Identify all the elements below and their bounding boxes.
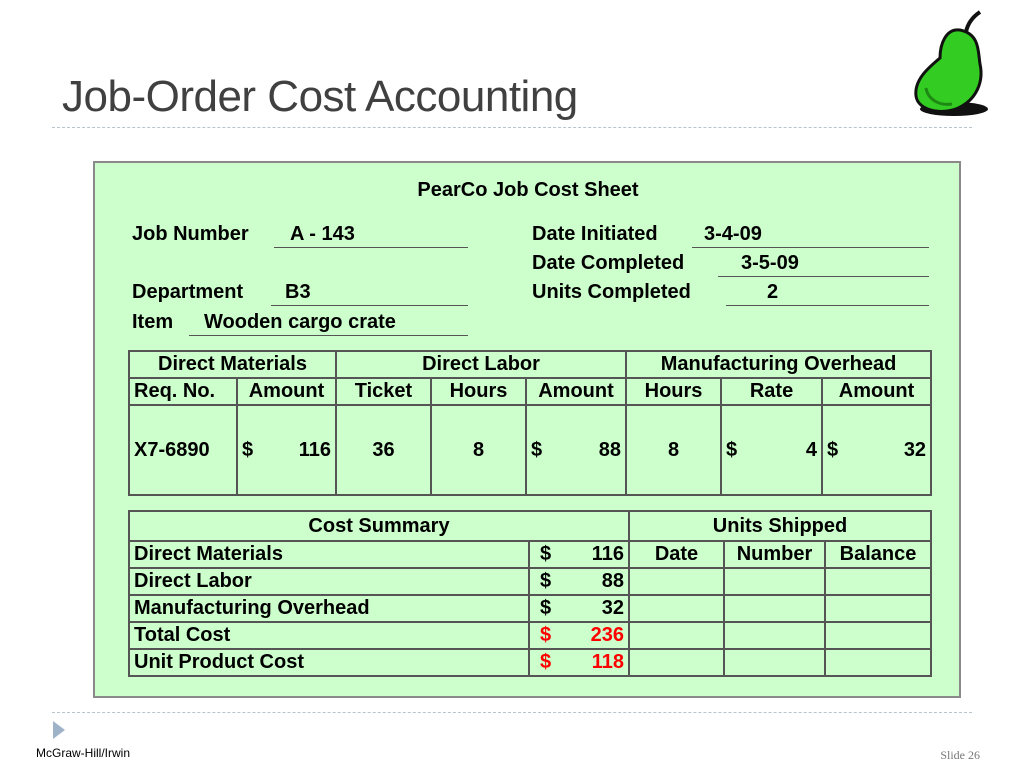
summary-label: Manufacturing Overhead bbox=[129, 595, 529, 622]
empty-cell bbox=[825, 622, 931, 649]
summary-value: 118 bbox=[591, 651, 624, 673]
units-completed-label: Units Completed bbox=[532, 281, 691, 303]
summary-value: 32 bbox=[601, 597, 624, 619]
table-row bbox=[129, 541, 629, 568]
currency-symbol: $ bbox=[540, 651, 552, 673]
req-no-cell: X7-6890 bbox=[129, 405, 237, 495]
table-row bbox=[129, 649, 629, 676]
summary-label: Total Cost bbox=[129, 622, 529, 649]
job-number-value: A - 143 bbox=[290, 223, 355, 245]
slide-number: Slide 26 bbox=[940, 748, 980, 762]
column-header-row bbox=[129, 378, 931, 405]
direct-labor-header: Direct Labor bbox=[336, 351, 626, 378]
table-row bbox=[129, 568, 629, 595]
col-overhead-amount: Amount bbox=[822, 378, 931, 405]
department-value: B3 bbox=[285, 281, 311, 303]
summary-value: 88 bbox=[601, 570, 624, 592]
overhead-amount-value: 32 bbox=[903, 438, 927, 461]
overhead-hours-cell: 8 bbox=[626, 405, 721, 495]
labor-amount-cell bbox=[526, 405, 626, 495]
department-label: Department bbox=[132, 281, 244, 303]
col-overhead-hours: Hours bbox=[626, 378, 721, 405]
materials-amount-value: 116 bbox=[298, 438, 331, 461]
empty-cell bbox=[629, 595, 724, 622]
currency-symbol: $ bbox=[242, 438, 254, 461]
rate-cell bbox=[721, 405, 822, 495]
ticket-cell: 36 bbox=[336, 405, 431, 495]
col-materials-amount: Amount bbox=[237, 378, 336, 405]
col-ship-balance: Balance bbox=[825, 541, 931, 568]
job-number-underline bbox=[274, 247, 468, 248]
col-labor-hours: Hours bbox=[431, 378, 526, 405]
cost-detail-table bbox=[128, 350, 932, 496]
units-shipped-title: Units Shipped bbox=[629, 511, 931, 541]
date-initiated-underline bbox=[692, 247, 929, 248]
empty-cell bbox=[825, 568, 931, 595]
empty-cell bbox=[724, 595, 825, 622]
labor-amount-value: 88 bbox=[598, 438, 622, 461]
units-shipped-table bbox=[628, 510, 932, 677]
table-row bbox=[129, 595, 629, 622]
summary-label: Unit Product Cost bbox=[129, 649, 529, 676]
table-row bbox=[629, 649, 931, 676]
title-divider bbox=[52, 127, 972, 128]
table-row bbox=[629, 595, 931, 622]
empty-cell bbox=[629, 622, 724, 649]
units-shipped-columns-row bbox=[629, 541, 931, 568]
item-underline bbox=[189, 335, 468, 336]
cost-summary-table bbox=[128, 510, 630, 677]
col-req-no: Req. No. bbox=[129, 378, 237, 405]
col-ticket: Ticket bbox=[336, 378, 431, 405]
job-cost-sheet bbox=[93, 161, 961, 698]
units-completed-underline bbox=[726, 305, 929, 306]
labor-hours-cell: 8 bbox=[431, 405, 526, 495]
job-number-label: Job Number bbox=[132, 223, 249, 245]
currency-symbol: $ bbox=[540, 597, 552, 619]
rate-value: 4 bbox=[805, 438, 818, 461]
date-completed-value: 3-5-09 bbox=[741, 252, 799, 274]
empty-cell bbox=[629, 649, 724, 676]
date-initiated-value: 3-4-09 bbox=[704, 223, 762, 245]
empty-cell bbox=[724, 568, 825, 595]
empty-cell bbox=[724, 649, 825, 676]
table-row bbox=[129, 405, 931, 495]
table-row bbox=[629, 622, 931, 649]
date-completed-underline bbox=[718, 276, 929, 277]
col-rate: Rate bbox=[721, 378, 822, 405]
currency-symbol: $ bbox=[827, 438, 839, 461]
summary-amount-cell bbox=[529, 568, 629, 595]
currency-symbol: $ bbox=[540, 543, 552, 565]
slide-title: Job-Order Cost Accounting bbox=[62, 72, 578, 121]
empty-cell bbox=[629, 568, 724, 595]
cost-summary-title: Cost Summary bbox=[129, 511, 629, 541]
currency-symbol: $ bbox=[531, 438, 543, 461]
summary-label: Direct Materials bbox=[129, 541, 529, 568]
summary-label: Direct Labor bbox=[129, 568, 529, 595]
sheet-title: PearCo Job Cost Sheet bbox=[417, 179, 639, 201]
units-completed-value: 2 bbox=[767, 281, 779, 303]
summary-amount-cell bbox=[529, 595, 629, 622]
units-shipped-header-row bbox=[629, 511, 931, 541]
col-ship-number: Number bbox=[724, 541, 825, 568]
item-label: Item bbox=[132, 311, 174, 333]
department-underline bbox=[271, 305, 468, 306]
publisher-label: McGraw-Hill/Irwin bbox=[36, 746, 130, 760]
empty-cell bbox=[825, 595, 931, 622]
manufacturing-overhead-header: Manufacturing Overhead bbox=[626, 351, 931, 378]
direct-materials-header: Direct Materials bbox=[129, 351, 336, 378]
currency-symbol: $ bbox=[540, 624, 552, 646]
empty-cell bbox=[724, 622, 825, 649]
overhead-amount-cell bbox=[822, 405, 931, 495]
materials-amount-cell bbox=[237, 405, 336, 495]
currency-symbol: $ bbox=[726, 438, 738, 461]
summary-amount-cell bbox=[529, 622, 629, 649]
table-row bbox=[129, 622, 629, 649]
date-completed-label: Date Completed bbox=[532, 252, 685, 274]
col-labor-amount: Amount bbox=[526, 378, 626, 405]
empty-cell bbox=[825, 649, 931, 676]
table-row bbox=[629, 568, 931, 595]
triangle-bullet-icon bbox=[52, 720, 66, 740]
date-initiated-label: Date Initiated bbox=[532, 223, 658, 245]
summary-value: 116 bbox=[591, 543, 624, 565]
col-ship-date: Date bbox=[629, 541, 724, 568]
group-header-row bbox=[129, 351, 931, 378]
currency-symbol: $ bbox=[540, 570, 552, 592]
summary-value: 236 bbox=[590, 624, 624, 646]
item-value: Wooden cargo crate bbox=[204, 311, 396, 333]
summary-amount-cell bbox=[529, 649, 629, 676]
summary-amount-cell bbox=[529, 541, 629, 568]
cost-summary-header-row bbox=[129, 511, 629, 541]
pear-logo-icon bbox=[910, 8, 992, 120]
footer-divider bbox=[52, 712, 972, 713]
